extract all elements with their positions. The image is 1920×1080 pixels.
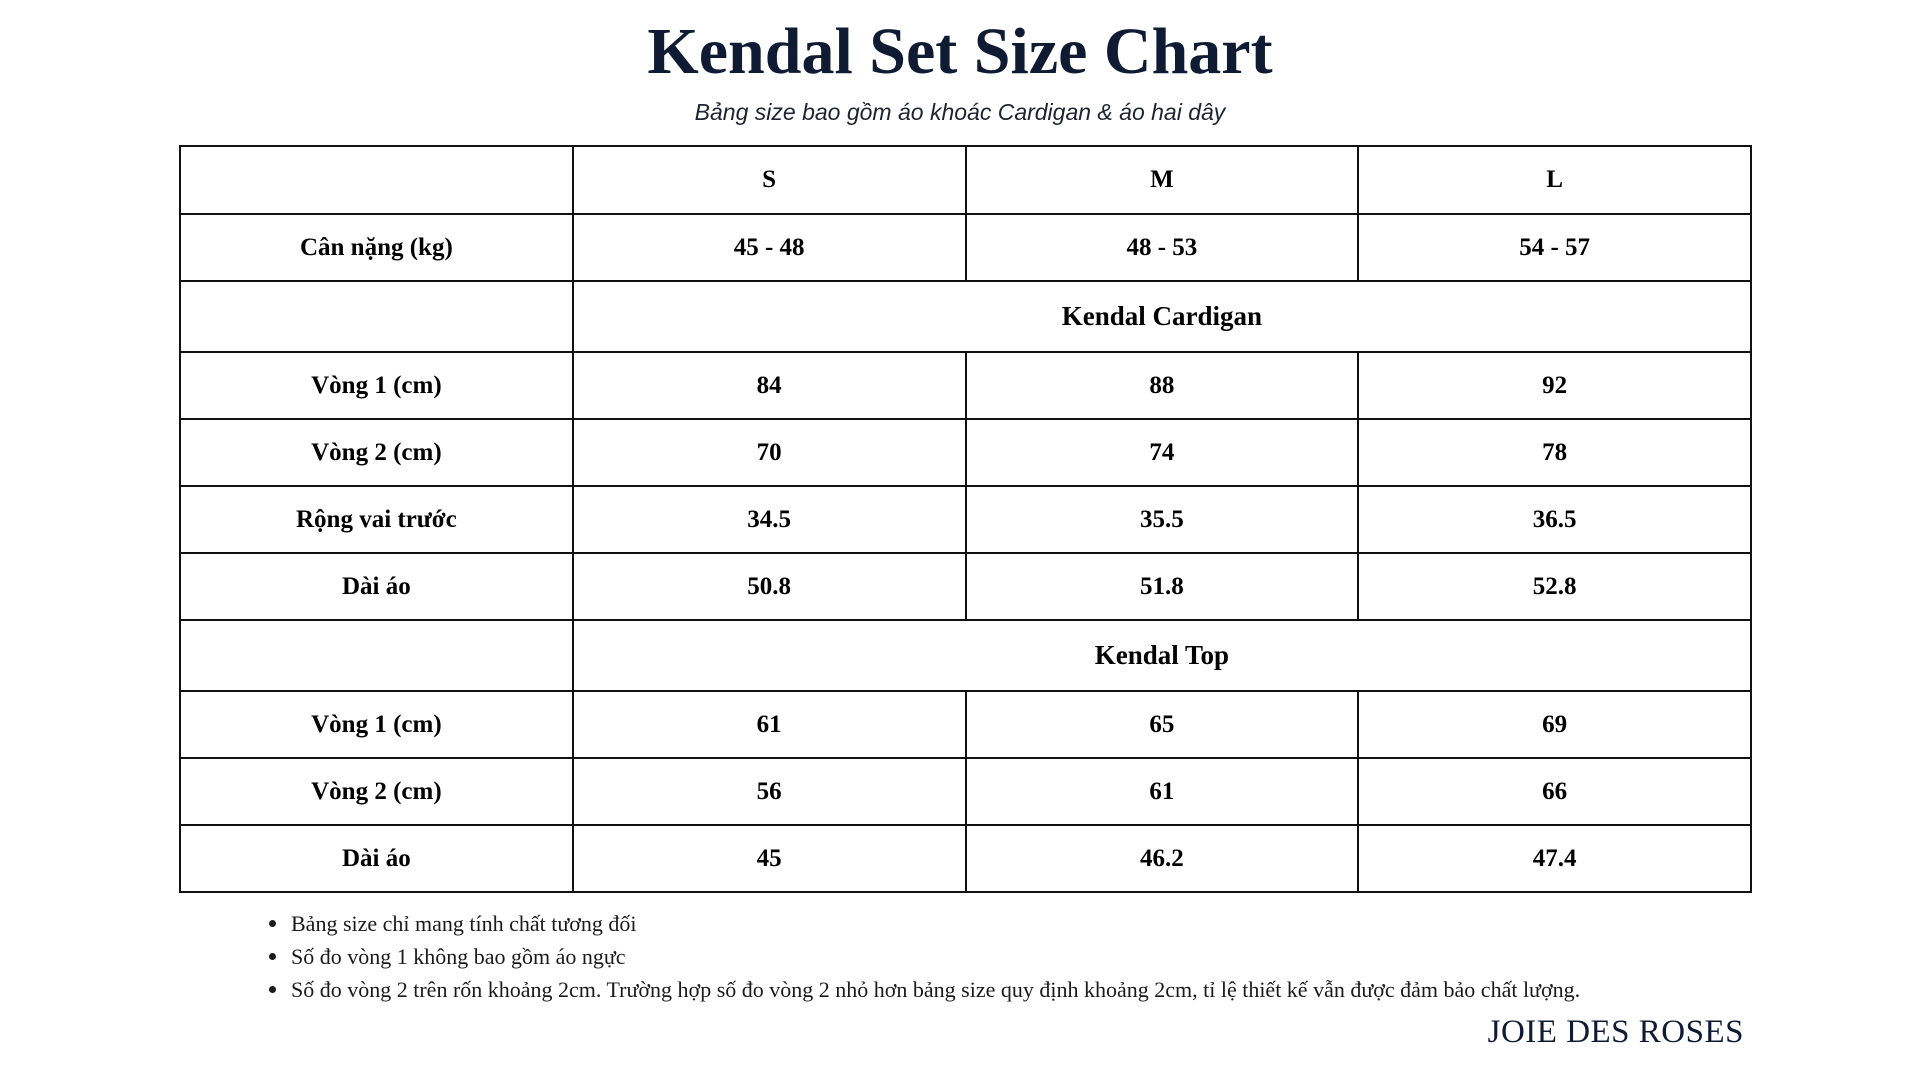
- table-cell: 70: [573, 419, 966, 486]
- table-row: [180, 758, 1751, 825]
- table-cell: 36.5: [1358, 486, 1751, 553]
- table-cell: 45 - 48: [573, 214, 966, 281]
- section-row-top: [180, 620, 1751, 691]
- section-title: Kendal Cardigan: [573, 281, 1751, 352]
- table-cell: 65: [966, 691, 1359, 758]
- table-row: [180, 419, 1751, 486]
- notes-list: [266, 907, 1580, 1006]
- table-cell: 34.5: [573, 486, 966, 553]
- table-row-weight: [180, 214, 1751, 281]
- section-title: Kendal Top: [573, 620, 1751, 691]
- table-row: [180, 825, 1751, 892]
- table-cell: 69: [1358, 691, 1751, 758]
- table-header-row: [180, 146, 1751, 214]
- row-label: Cân nặng (kg): [180, 214, 573, 281]
- page-title: Kendal Set Size Chart: [647, 15, 1273, 88]
- table-cell: 61: [573, 691, 966, 758]
- header-cell-empty: [180, 146, 573, 214]
- table-cell: 47.4: [1358, 825, 1751, 892]
- section-row-cardigan: [180, 281, 1751, 352]
- table-cell: 51.8: [966, 553, 1359, 620]
- table-cell: 35.5: [966, 486, 1359, 553]
- row-label: Vòng 2 (cm): [180, 419, 573, 486]
- row-label: Rộng vai trước: [180, 486, 573, 553]
- section-label-empty: [180, 281, 573, 352]
- header-cell-size-s: S: [573, 146, 966, 214]
- list-item: Số đo vòng 2 trên rốn khoảng 2cm. Trường hợp số đo vòng 2 nhỏ hơn bảng size quy định khoảng 2cm, tỉ lệ thiết kế vẫn được đảm bảo chất lượng.: [266, 973, 1580, 1006]
- table-cell: 45: [573, 825, 966, 892]
- list-item: Bảng size chỉ mang tính chất tương đối: [266, 907, 1580, 940]
- table-cell: 66: [1358, 758, 1751, 825]
- row-label: Vòng 2 (cm): [180, 758, 573, 825]
- table-cell: 74: [966, 419, 1359, 486]
- table-row: [180, 352, 1751, 419]
- row-label: Dài áo: [180, 553, 573, 620]
- header-cell-size-l: L: [1358, 146, 1751, 214]
- table-cell: 52.8: [1358, 553, 1751, 620]
- table-cell: 46.2: [966, 825, 1359, 892]
- size-chart-table: [179, 145, 1752, 893]
- table-cell: 78: [1358, 419, 1751, 486]
- header-cell-size-m: M: [966, 146, 1359, 214]
- row-label: Vòng 1 (cm): [180, 691, 573, 758]
- table-cell: 50.8: [573, 553, 966, 620]
- row-label: Dài áo: [180, 825, 573, 892]
- section-label-empty: [180, 620, 573, 691]
- table-cell: 84: [573, 352, 966, 419]
- table-row: [180, 691, 1751, 758]
- table-cell: 54 - 57: [1358, 214, 1751, 281]
- table-cell: 56: [573, 758, 966, 825]
- table-cell: 92: [1358, 352, 1751, 419]
- page-subtitle: Bảng size bao gồm áo khoác Cardigan & áo hai dây: [694, 99, 1226, 125]
- table-cell: 61: [966, 758, 1359, 825]
- brand-logo-text: JOIE DES ROSES: [1487, 1014, 1744, 1050]
- table-cell: 88: [966, 352, 1359, 419]
- table-cell: 48 - 53: [966, 214, 1359, 281]
- list-item: Số đo vòng 1 không bao gồm áo ngực: [266, 940, 1580, 973]
- row-label: Vòng 1 (cm): [180, 352, 573, 419]
- table-row: [180, 486, 1751, 553]
- table-row: [180, 553, 1751, 620]
